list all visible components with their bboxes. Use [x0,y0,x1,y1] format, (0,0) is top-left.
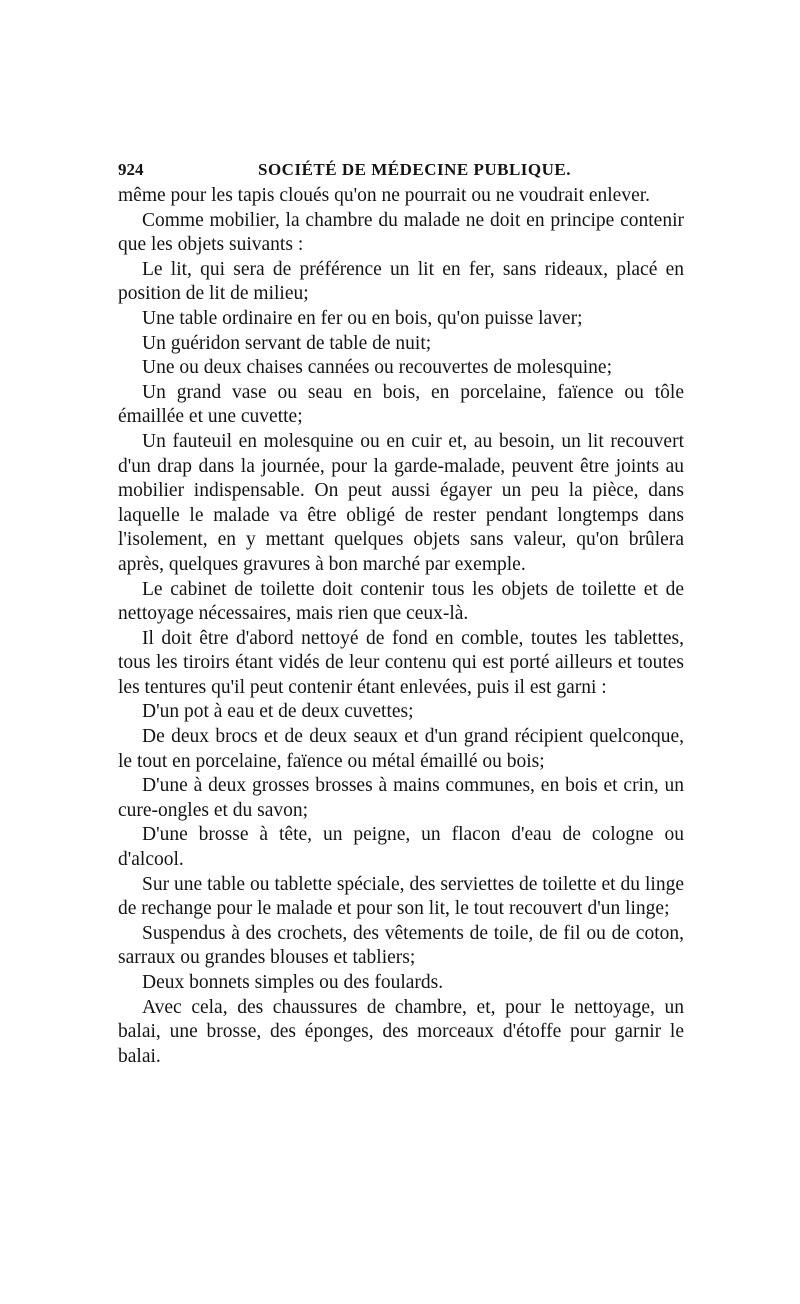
list-item: Un guéridon servant de table de nuit; [142,332,432,354]
list-item: D'une à deux grosses brosses à mains communes, en bois et crin, un cure-ongles et du savon; [118,775,684,821]
list-item: Une ou deux chaises cannées ou recouvertes de molesquine; [142,357,612,379]
list-item: Sur une table ou tablette spéciale, des serviettes de toilette et du linge de rechange pour le malade et pour son lit, le tout recouvert d'un linge; [118,873,684,920]
list-item: Suspendus à des crochets, des vêtements de toile, de fil ou de coton, sarraux ou grandes blouses et tabliers; [118,922,684,969]
list-item: Deux bonnets simples ou des foulards. [142,972,444,993]
list-item: Une table ordinaire en fer ou en bois, qu'on puisse laver; [142,307,583,329]
body-text [118,184,684,1069]
list-item: D'un pot à eau et de deux cuvettes; [142,701,414,723]
list-item: Le lit, qui sera de préférence un lit en fer, sans rideaux, placé en position de lit de milieu; [118,258,684,305]
list-item: D'une brosse à tête, un peigne, un flacon d'eau de cologne ou d'alcool. [118,824,684,871]
paragraph: même pour les tapis cloués qu'on ne pourrait ou ne voudrait enlever. [118,185,651,206]
paragraph: Un fauteuil en molesquine ou en cuir et, au besoin, un lit recouvert d'un drap dans la journée, pour la garde-malade, peuvent être joints au mobilier indispensable. On peut aussi égayer un peu la pièce, dans laquelle le malade va être obligé de rester pendant longtemps dans l'isolement, en y mettant quelques objets sans valeur, qu'on brûlera après, quelques gravures à bon marché par exemple. [118,430,684,575]
paragraph: Comme mobilier, la chambre du malade ne doit en principe contenir que les objets suivants : [118,209,684,256]
running-title: SOCIÉTÉ DE MÉDECINE PUBLIQUE. [258,160,572,179]
book-page [118,150,684,1069]
list-item: De deux brocs et de deux seaux et d'un grand récipient quelconque, le tout en porcelaine, faïence ou métal émaillé ou bois; [118,726,684,772]
paragraph: Le cabinet de toilette doit contenir tous les objets de toilette et de nettoyage nécessaires, mais rien que ceux-là. [118,578,684,625]
paragraph: Avec cela, des chaussures de chambre, et, pour le nettoyage, un balai, une brosse, des éponges, des morceaux d'étoffe pour garnir le balai. [118,996,684,1067]
paragraph: Il doit être d'abord nettoyé de fond en comble, toutes les tablettes, tous les tiroirs étant vidés de leur contenu qui est porté ailleurs et toutes les tentures qu'il peut contenir étant enlevées, puis il est garni : [118,627,684,698]
page-header [118,150,684,184]
page-number: 924 [118,160,144,179]
list-item: Un grand vase ou seau en bois, en porcelaine, faïence ou tôle émaillée et une cuvette; [118,381,684,428]
